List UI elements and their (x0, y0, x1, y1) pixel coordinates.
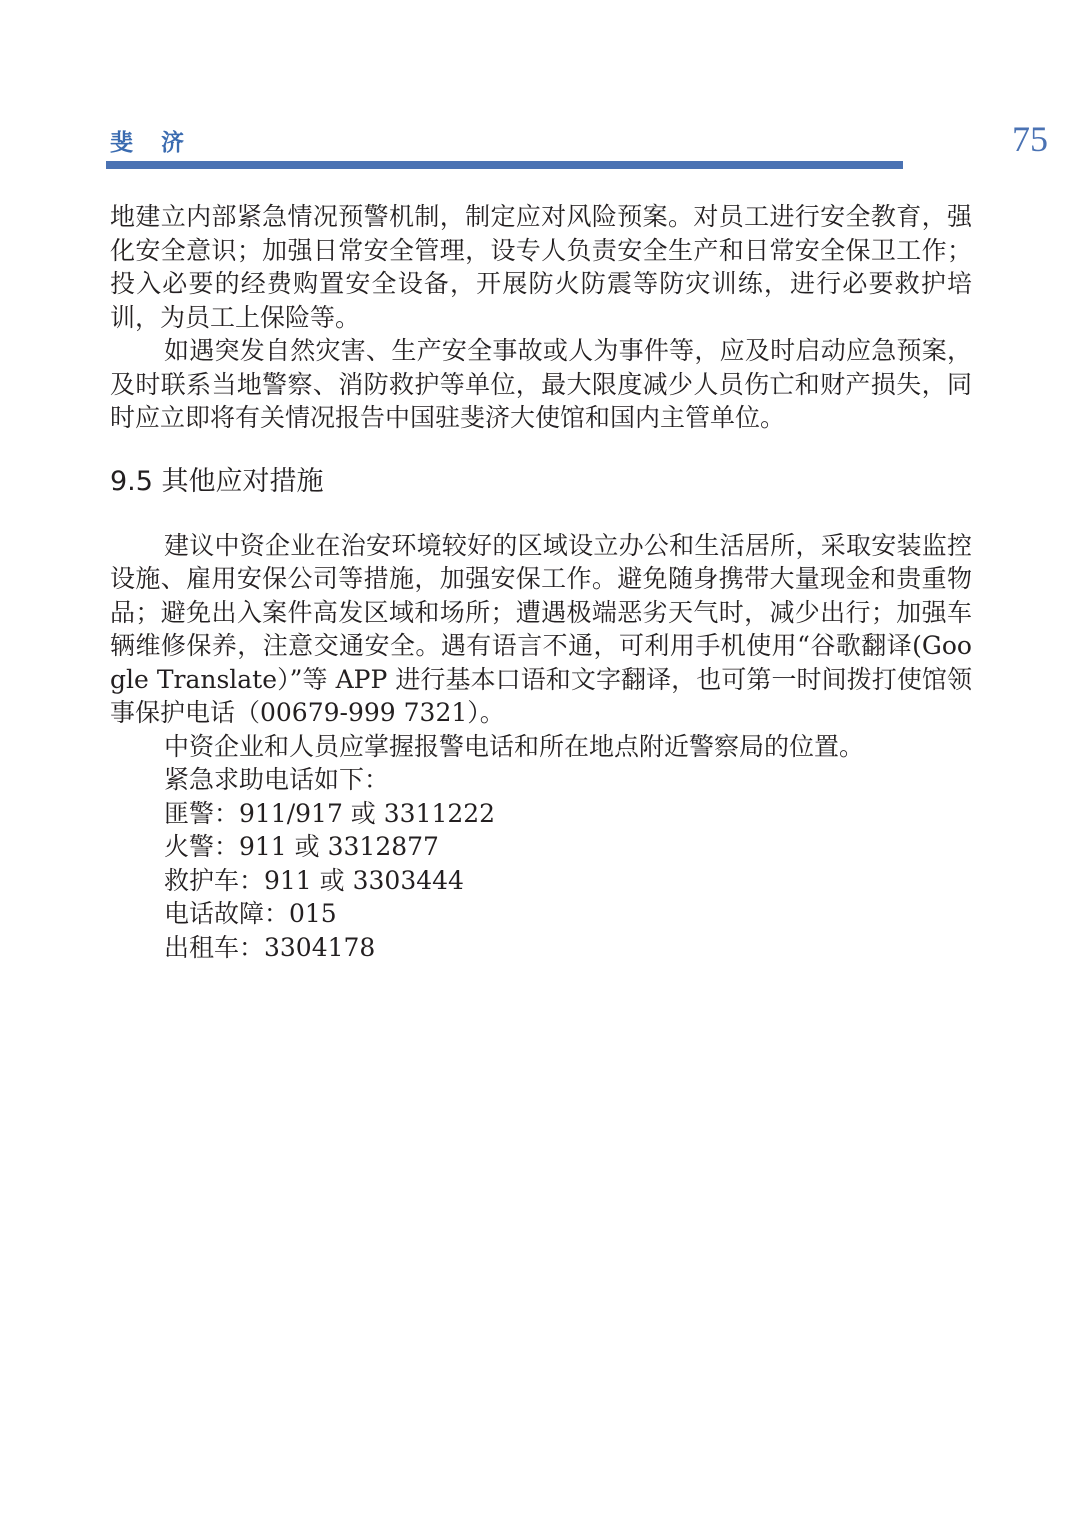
paragraph-security-measures: 建议中资企业在治安环境较好的区域设立办公和生活居所，采取安装监控设施、雇用安保公司等措施，加强安保工作。避免随身携带大量现金和贵重物品；避免出入案件高发区域和场所；遭遇极端恶劣天气时，减少出行；加强车辆维修保养，注意交通安全。遇有语言不通，可利用手机使用“谷歌翻译(Google Translate）”等 APP 进行基本口语和文字翻译，也可第一时间拨打使馆领事保护电话（00679-999 7321）。 (110, 530, 972, 727)
emergency-line-phone-fault: 电话故障：015 (164, 899, 337, 928)
running-header-title: 斐 济 (110, 130, 195, 156)
emergency-line-fire: 火警：911 或 3312877 (164, 832, 439, 861)
page-number: 75 (1012, 119, 1048, 159)
paragraph-emergency-response: 如遇突发自然灾害、生产安全事故或人为事件等，应及时启动应急预案，及时联系当地警察、消防救护等单位，最大限度减少人员伤亡和财产损失，同时应立即将有关情况报告中国驻斐济大使馆和国内主管单位。 (110, 336, 972, 432)
emergency-line-police: 匪警：911/917 或 3311222 (164, 798, 496, 828)
emergency-line-taxi: 出租车：3304178 (164, 932, 376, 962)
page-body (110, 200, 972, 964)
paragraph-continued: 地建立内部紧急情况预警机制，制定应对风险预案。对员工进行安全教育，强化安全意识；加强日常安全管理，设专人负责安全生产和日常安全保卫工作；投入必要的经费购置安全设备，开展防火防震等防灾训练，进行必要救护培训，为员工上保险等。 (110, 202, 972, 332)
emergency-numbers-list (110, 763, 972, 964)
paragraph-police-locations: 中资企业和人员应掌握报警电话和所在地点附近警察局的位置。 (164, 731, 865, 761)
emergency-line-ambulance: 救护车：911 或 3303444 (164, 865, 464, 895)
emergency-intro: 紧急求助电话如下： (164, 765, 390, 794)
header-rule (106, 161, 903, 169)
section-heading: 9.5 其他应对措施 (110, 465, 324, 497)
